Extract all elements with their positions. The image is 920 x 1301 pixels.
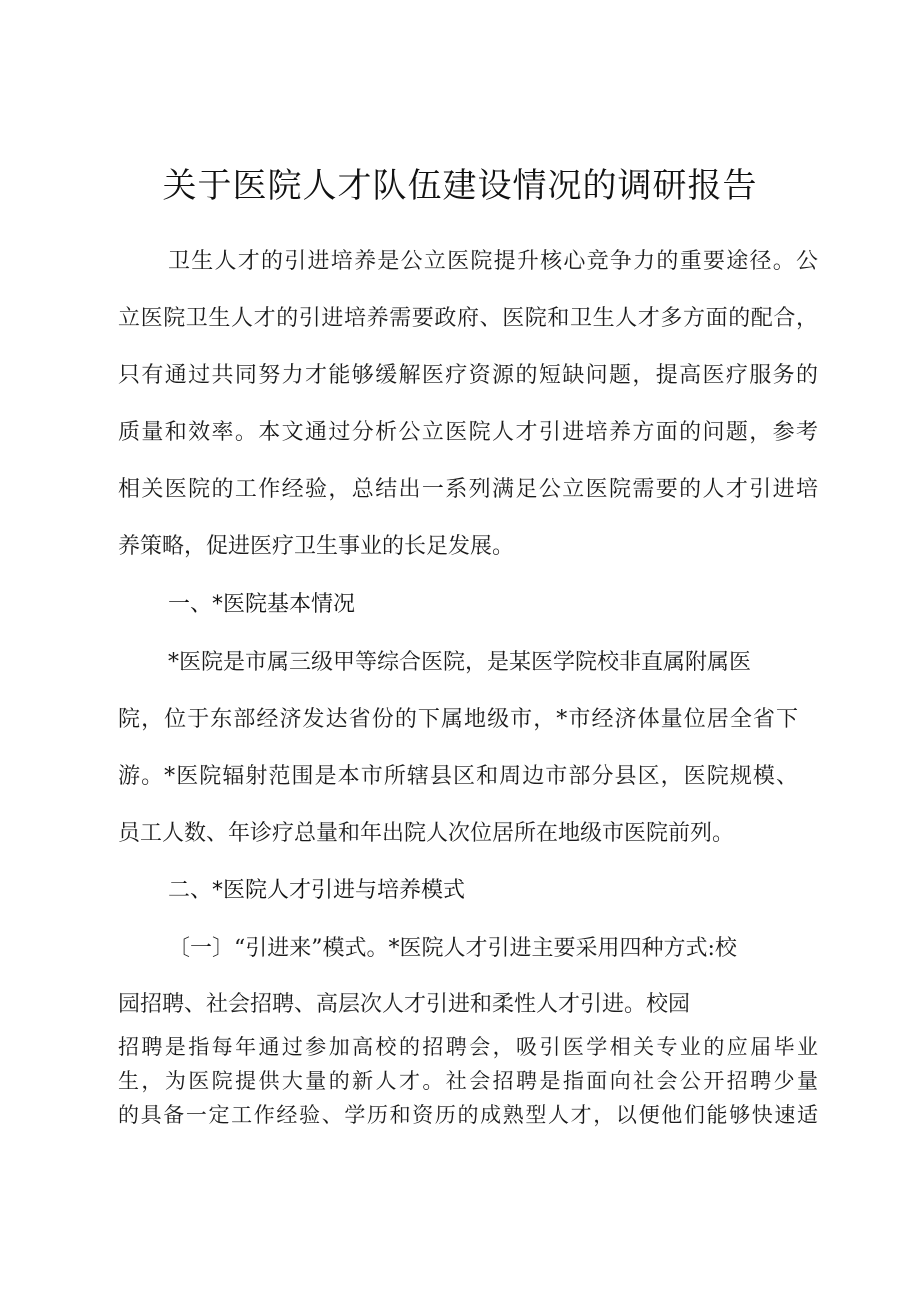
section2-line-2: 园招聘、社会招聘、高层次人才引进和柔性人才引进。校园	[118, 992, 691, 1017]
intro-line-5: 相关医院的工作经验，总结出一系列满足公立医院需要的人才引进培	[118, 477, 818, 502]
intro-line-6: 养策略，促进医疗卫生事业的长足发展。	[118, 534, 515, 559]
section1-heading: 一、*医院基本情况	[168, 592, 356, 617]
document-title: 关于医院人才队伍建设情况的调研报告	[162, 166, 758, 206]
section1-line-2: 院，位于东部经济发达省份的下属地级市，*市经济体量位居全省下	[118, 707, 798, 732]
section1-line-4: 员工人数、年诊疗总量和年出院人次位居所在地级市医院前列。	[118, 821, 735, 846]
section1-line-1: *医院是市属三级甲等综合医院，是某医学院校非直属附属医	[168, 650, 752, 675]
section2-heading: 二、*医院人才引进与培养模式	[168, 878, 466, 903]
intro-line-3: 只有通过共同努力才能够缓解医疗资源的短缺问题，提高医疗服务的	[118, 363, 818, 388]
intro-line-1: 卫生人才的引进培养是公立医院提升核心竞争力的重要途径。公	[168, 249, 818, 274]
intro-line-4: 质量和效率。本文通过分析公立医院人才引进培养方面的问题，参考	[118, 420, 818, 445]
section2-line-4: 生，为医院提供大量的新人才。社会招聘是指面向社会公开招聘少量	[118, 1069, 818, 1093]
section1-line-3: 游。*医院辐射范围是本市所辖县区和周边市部分县区，医院规模、	[118, 764, 798, 789]
section2-line-5: 的具备一定工作经验、学历和资历的成熟型人才，以便他们能够快速适	[118, 1103, 818, 1127]
intro-line-2: 立医院卫生人才的引进培养需要政府、医院和卫生人才多方面的配合，	[118, 306, 818, 331]
section2-line-1: 〔一〕“引进来”模式。*医院人才引进主要采用四种方式:校	[168, 936, 737, 961]
section2-line-3: 招聘是指每年通过参加高校的招聘会，吸引医学相关专业的应届毕业	[118, 1035, 818, 1059]
